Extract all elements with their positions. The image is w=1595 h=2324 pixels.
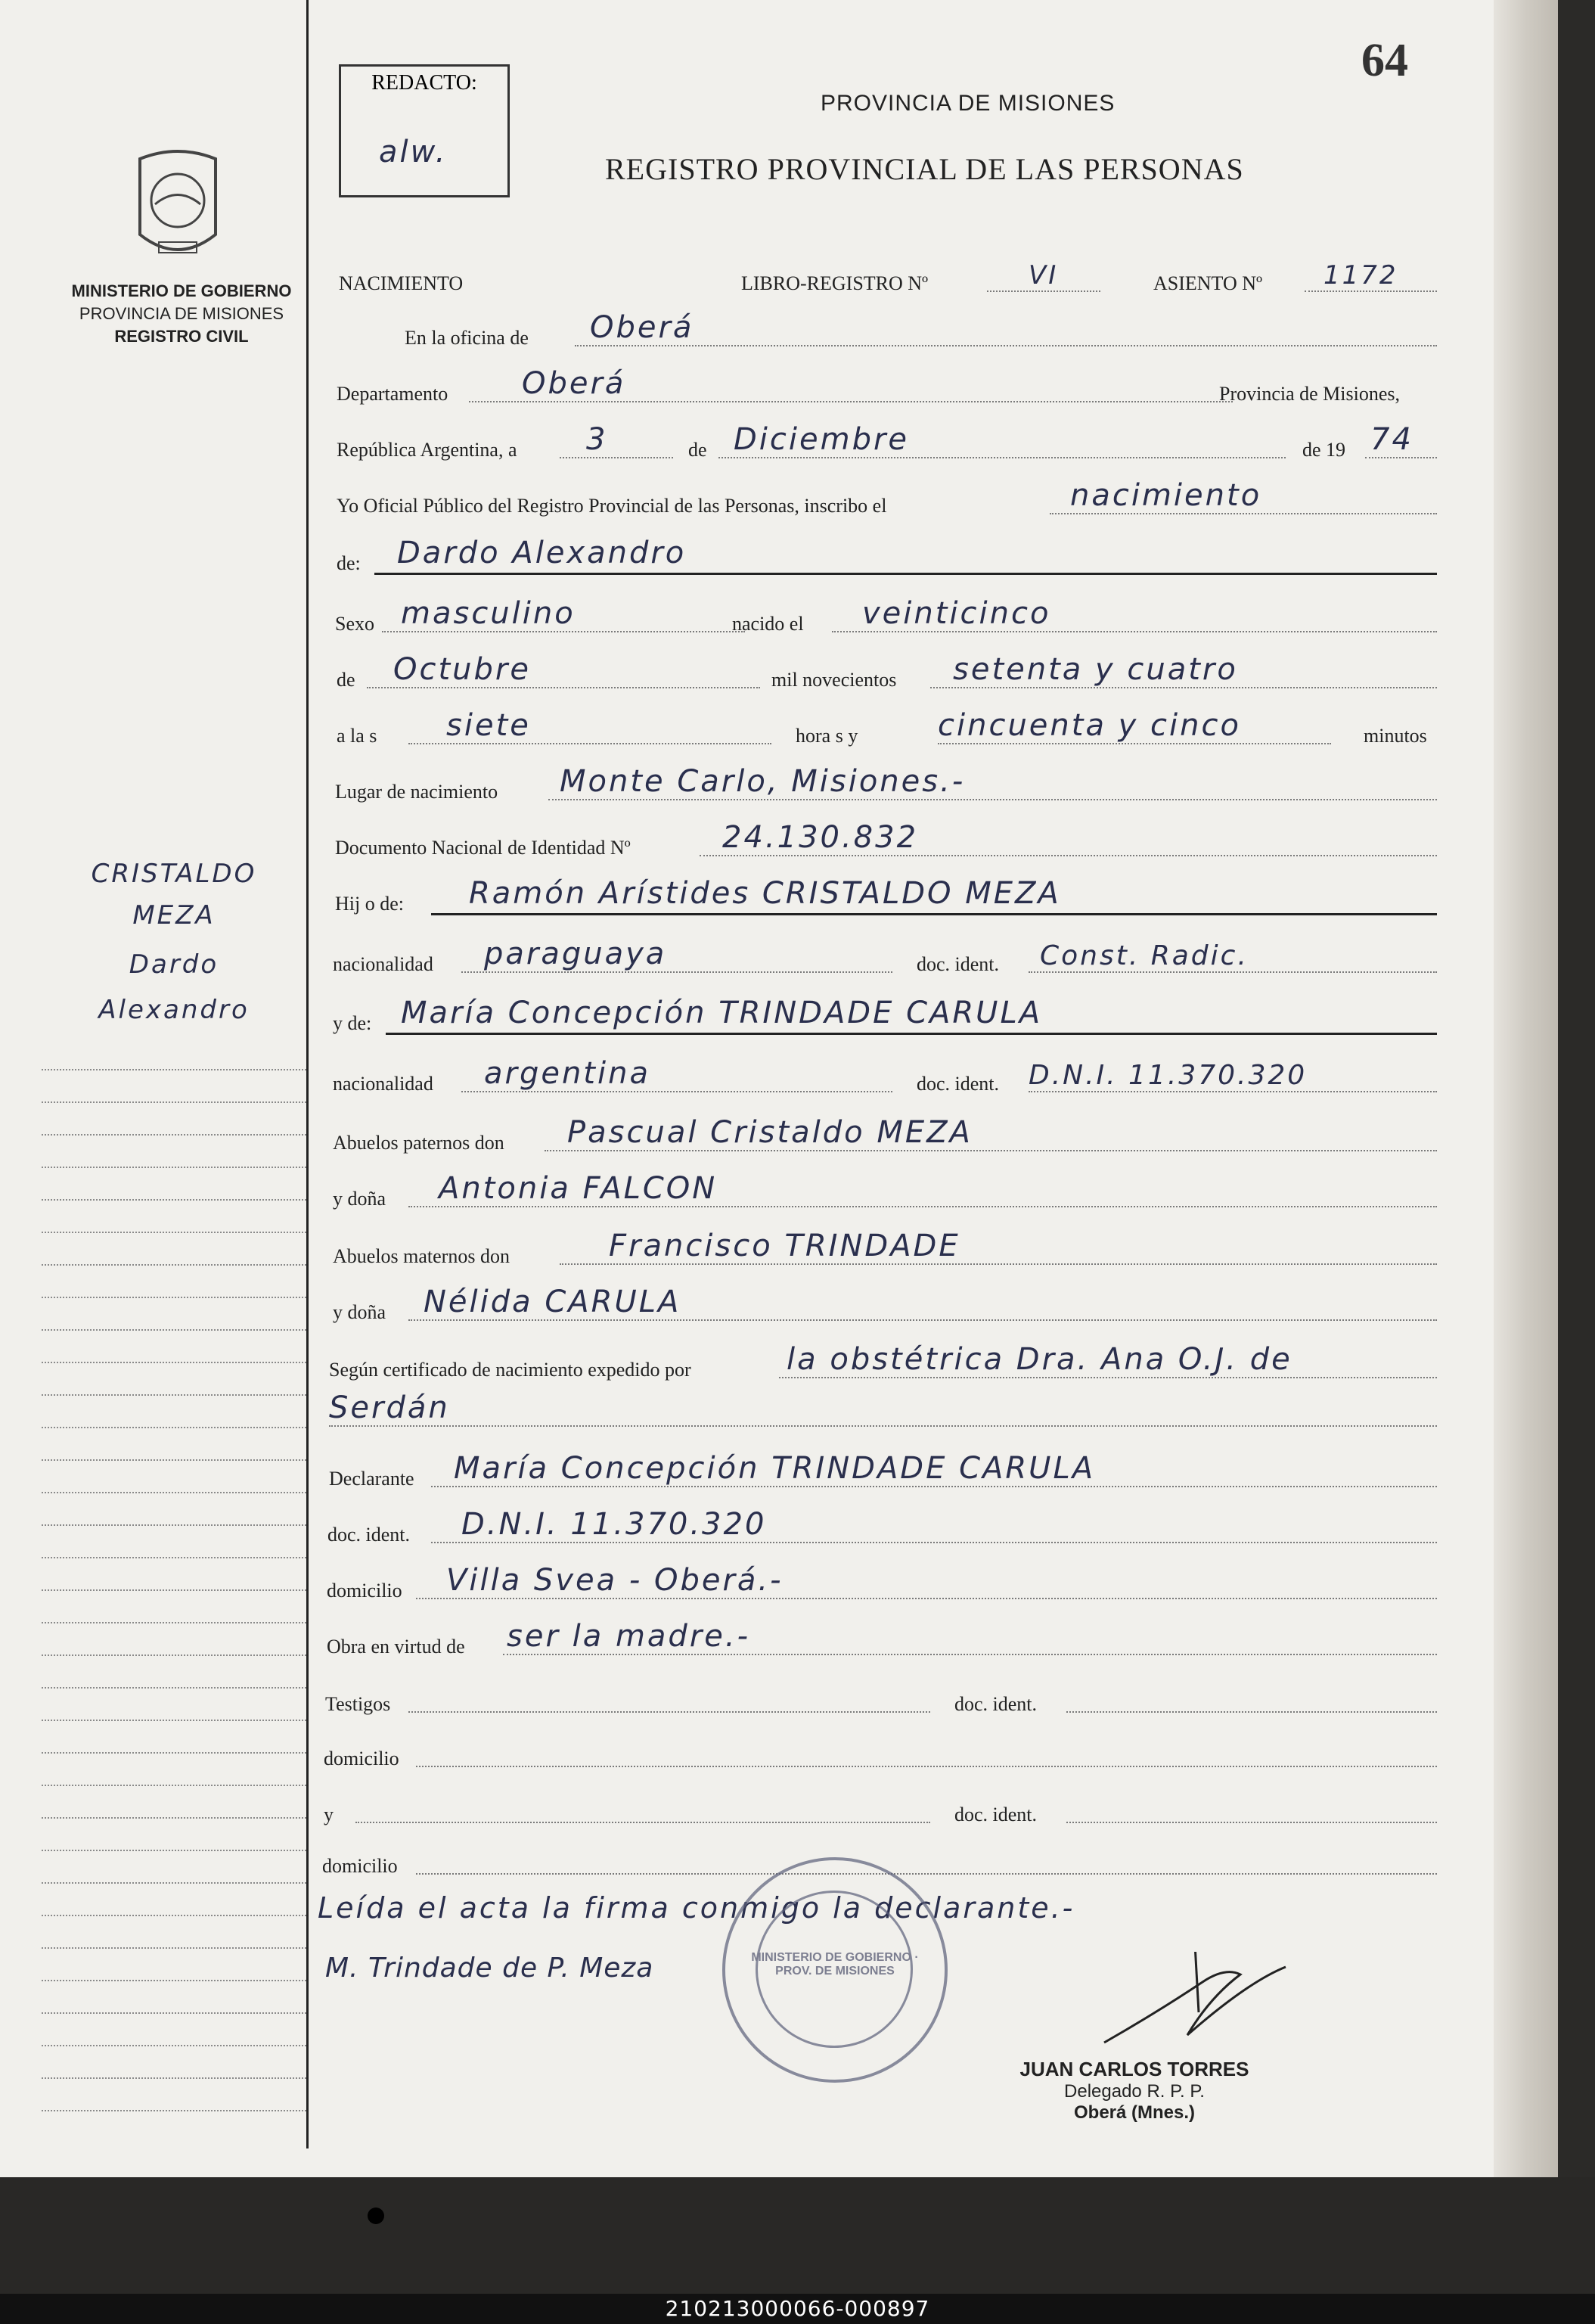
provincia-label: Provincia de Misiones, [1219, 383, 1401, 405]
domicilio-testigo-label: domicilio [324, 1748, 399, 1769]
testigo2-y-label: y [324, 1804, 334, 1825]
abuelos-mat-label: Abuelos maternos don [333, 1245, 510, 1267]
asiento-value: 1172 [1323, 260, 1398, 290]
sexo-value: masculino [401, 596, 576, 631]
mil-label: mil novecientos [771, 669, 897, 691]
oficial-value: nacimiento [1070, 478, 1262, 513]
row-testigos [325, 1678, 1437, 1723]
testigo2-doc-label: doc. ident. [954, 1804, 1038, 1825]
mes-nac-de-label: de [337, 669, 355, 691]
nombre-de-label: de: [337, 552, 361, 574]
row-hora [333, 710, 1437, 755]
row-obra [327, 1619, 1437, 1666]
official-role: Delegado R. P. P. [1064, 2081, 1205, 2102]
abuela-pat-label: y doña [333, 1188, 386, 1210]
nacido-label: nacido el [732, 613, 804, 635]
row-domicilio [327, 1563, 1437, 1610]
madre-value: María Concepción TRINDADE CARULA [401, 996, 1043, 1030]
row-lugar [333, 766, 1437, 811]
doc-padre-label: doc. ident. [917, 953, 1000, 975]
margin-note-surname2: MEZA [132, 900, 216, 931]
row-certificado [329, 1342, 1437, 1389]
row-oficial [333, 480, 1437, 525]
dia-value: 3 [586, 422, 608, 457]
segun-value2: Serdán [329, 1390, 450, 1425]
row-sexo [333, 598, 1437, 643]
row-fecha-inscripcion [333, 424, 1437, 469]
official-name: JUAN CARLOS TORRES [1019, 2058, 1249, 2080]
obra-value: ser la madre.- [507, 1619, 751, 1654]
declarante-value: María Concepción TRINDADE CARULA [454, 1451, 1096, 1486]
minutos-label: minutos [1364, 725, 1427, 747]
oficina-value: Oberá [590, 310, 694, 345]
testigos-label: Testigos [325, 1693, 391, 1715]
official-stamp [722, 1857, 948, 2083]
horas-label: hora s y [796, 725, 858, 747]
row-testigo2 [324, 1788, 1437, 1834]
row-madre [333, 997, 1437, 1042]
firma-declarante: M. Trindade de P. Meza [325, 1953, 654, 1984]
nac-padre-label: nacionalidad [333, 953, 433, 975]
row-mes-anio [333, 654, 1437, 699]
leida-value: Leída el acta la firma conmigo la declarante.- [318, 1891, 1075, 1925]
official-signature [1097, 1952, 1293, 2050]
padre-value: Ramón Arístides CRISTALDO MEZA [469, 876, 1061, 911]
row-oficina [333, 312, 1437, 357]
book-binding [1494, 0, 1558, 2177]
redacto-initials: alw. [379, 135, 448, 169]
abuelo-pat-value: Pascual Cristaldo MEZA [567, 1115, 973, 1150]
nacido-value: veinticinco [862, 596, 1051, 631]
margin-note-surname1: CRISTALDO [91, 859, 257, 889]
anio-value: 74 [1370, 422, 1413, 457]
hora-value: siete [446, 708, 531, 743]
doc-madre-label: doc. ident. [917, 1073, 1000, 1095]
row-declarante [329, 1451, 1437, 1498]
madre-label: y de: [333, 1012, 372, 1034]
anio-nac-value: setenta y cuatro [953, 652, 1238, 687]
minutos-value: cincuenta y cinco [938, 708, 1241, 743]
row-certificado-cont [329, 1390, 1437, 1437]
row-departamento [333, 368, 1437, 413]
nac-madre-label: nacionalidad [333, 1073, 433, 1095]
abuela-pat-value: Antonia FALCON [439, 1171, 718, 1206]
doc-decl-value: D.N.I. 11.370.320 [461, 1507, 767, 1542]
row-nac-madre [333, 1058, 1437, 1103]
ministry-block [53, 280, 310, 348]
row-dni [333, 822, 1437, 867]
row-nombre [333, 537, 1437, 583]
row-doc-declarante [327, 1507, 1437, 1554]
oficina-label: En la oficina de [405, 327, 529, 349]
row-domicilio-testigo [324, 1732, 1437, 1778]
republica-label: República Argentina, a [337, 439, 517, 461]
row-abuela-mat [333, 1286, 1437, 1331]
provincial-seal-icon [129, 144, 227, 265]
segun-value: la obstétrica Dra. Ana O.J. de [787, 1342, 1292, 1377]
declarante-label: Declarante [329, 1468, 414, 1490]
page-number: 64 [1361, 35, 1408, 86]
lugar-label: Lugar de nacimiento [335, 781, 498, 803]
header-province: PROVINCIA DE MISIONES [821, 91, 1116, 116]
domicilio-label: domicilio [327, 1580, 402, 1602]
margin-ruled-lines [42, 1068, 306, 2324]
redacto-box [339, 64, 510, 197]
domicilio-value: Villa Svea - Oberá.- [446, 1563, 784, 1598]
alas-label: a la s [337, 725, 377, 747]
row-nac-padre [333, 938, 1437, 983]
dni-label: Documento Nacional de Identidad Nº [335, 837, 631, 859]
libro-value: VI [1029, 260, 1059, 290]
lugar-value: Monte Carlo, Misiones.- [560, 764, 966, 799]
image-caption: 210213000066-000897 [0, 2294, 1595, 2324]
doc-madre-value: D.N.I. 11.370.320 [1029, 1060, 1308, 1091]
nac-madre-value: argentina [484, 1056, 650, 1091]
ministry-line2: PROVINCIA DE MISIONES [79, 304, 284, 323]
departamento-label: Departamento [337, 383, 448, 405]
departamento-value: Oberá [522, 366, 626, 401]
ministry-line3: REGISTRO CIVIL [114, 327, 249, 346]
official-place: Oberá (Mnes.) [1073, 2102, 1196, 2123]
obra-label: Obra en virtud de [327, 1636, 465, 1658]
domicilio-testigo2-label: domicilio [322, 1855, 398, 1877]
ink-dot [368, 2207, 384, 2224]
fecha-de-label: de [688, 439, 707, 461]
row-abuelo-mat [333, 1230, 1437, 1275]
abuela-mat-label: y doña [333, 1301, 386, 1323]
anio-label: de 19 [1302, 439, 1346, 461]
abuelos-pat-label: Abuelos paternos don [333, 1132, 504, 1154]
stamp-text: MINISTERIO DE GOBIERNO · PROV. DE MISIONES [751, 1951, 919, 1978]
testigo1-doc-label: doc. ident. [954, 1693, 1038, 1715]
abuelo-mat-value: Francisco TRINDADE [609, 1229, 960, 1263]
doc-padre-value: Const. Radic. [1040, 940, 1249, 971]
libro-label: LIBRO-REGISTRO Nº [741, 272, 929, 294]
nac-padre-value: paraguaya [484, 937, 667, 971]
sexo-label: Sexo [335, 613, 374, 635]
redacto-label: REDACTO: [371, 71, 477, 95]
row-abuelo-pat [333, 1117, 1437, 1162]
header-title: REGISTRO PROVINCIAL DE LAS PERSONAS [605, 152, 1244, 186]
ministry-line1: MINISTERIO DE GOBIERNO [71, 281, 292, 300]
hijo-label: Hij o de: [335, 893, 404, 915]
margin-note-given2: Alexandro [98, 995, 250, 1025]
segun-label: Según certificado de nacimiento expedido por [329, 1359, 691, 1381]
dni-value: 24.130.832 [722, 820, 919, 855]
nombre-value: Dardo Alexandro [397, 536, 687, 570]
margin-note-given1: Dardo [129, 949, 219, 980]
doc-decl-label: doc. ident. [327, 1524, 411, 1546]
row-padre [333, 878, 1437, 923]
official-block [998, 2058, 1271, 2124]
mes-nac-value: Octubre [393, 652, 531, 687]
oficial-label: Yo Oficial Público del Registro Provincial de las Personas, inscribo el [337, 495, 887, 517]
row-abuela-pat [333, 1173, 1437, 1218]
asiento-label: ASIENTO Nº [1153, 272, 1263, 294]
abuela-mat-value: Nélida CARULA [424, 1285, 681, 1319]
nacimiento-label: NACIMIENTO [339, 272, 464, 294]
row-registry [333, 257, 1437, 303]
mes-value: Diciembre [734, 422, 910, 457]
